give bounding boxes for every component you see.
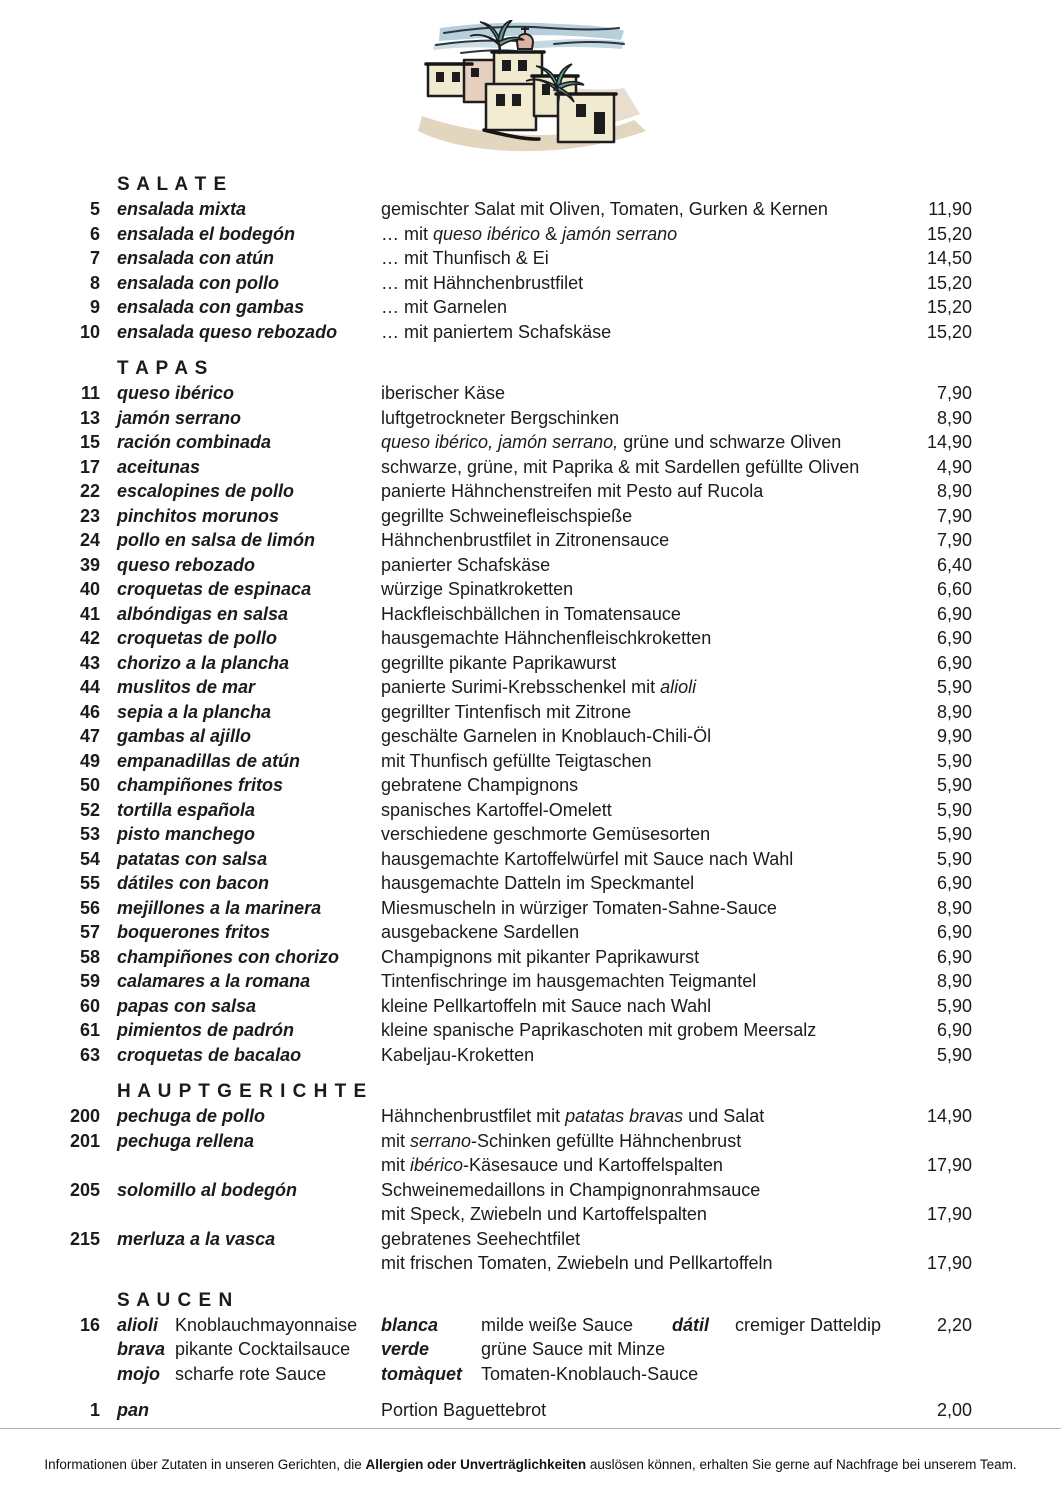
item-name: aceitunas bbox=[117, 456, 201, 477]
item-price: 6,90 bbox=[936, 1020, 972, 1040]
menu-row bbox=[0, 1362, 972, 1387]
item-number: 9 bbox=[89, 297, 100, 317]
item-description bbox=[381, 1129, 741, 1154]
item-price: 5,90 bbox=[936, 848, 972, 869]
menu-row bbox=[0, 406, 972, 431]
item-description bbox=[381, 798, 612, 823]
menu-row bbox=[0, 749, 972, 774]
item-number: 39 bbox=[79, 554, 100, 575]
item-name: jamón serrano bbox=[117, 407, 242, 428]
text-segment: iberischer Käse bbox=[381, 383, 506, 403]
text-segment: & bbox=[540, 223, 563, 244]
text-segment: hausgemachte Hähnchenfleischkroketten bbox=[381, 628, 712, 648]
item-description bbox=[381, 602, 681, 627]
menu-row bbox=[0, 528, 972, 553]
text-segment: ibérico bbox=[410, 1155, 464, 1175]
menu-row bbox=[0, 430, 972, 455]
sauce-name: mojo bbox=[117, 1363, 160, 1384]
item-number: 58 bbox=[79, 946, 100, 967]
item-name: muslitos de mar bbox=[117, 677, 256, 697]
menu-row bbox=[0, 320, 972, 345]
item-description bbox=[381, 1227, 580, 1252]
item-price: 14,90 bbox=[926, 432, 972, 452]
text-segment: schwarze, grüne, mit Paprika & mit Sardellen gefüllte Oliven bbox=[381, 456, 860, 477]
item-description bbox=[381, 700, 631, 725]
text-segment: Hackfleischbällchen in Tomatensauce bbox=[381, 603, 681, 624]
menu-row bbox=[0, 626, 972, 651]
text-segment: würzige Spinatkroketten bbox=[381, 579, 574, 599]
item-price: 8,90 bbox=[936, 701, 972, 722]
item-number: 205 bbox=[69, 1179, 100, 1200]
text-segment: hausgemachte Datteln im Speckmantel bbox=[381, 873, 695, 893]
item-description bbox=[381, 381, 505, 406]
item-price: 6,90 bbox=[936, 628, 972, 648]
item-number bbox=[0, 1202, 100, 1227]
item-name: sepia a la plancha bbox=[117, 701, 272, 722]
text-segment: Schweinemedaillons in Champignonrahmsauce bbox=[381, 1179, 761, 1200]
sauce-name: alioli bbox=[117, 1314, 159, 1335]
item-price: 2,00 bbox=[936, 1400, 972, 1420]
item-name: pan bbox=[117, 1400, 150, 1420]
sauce-name: brava bbox=[117, 1339, 166, 1359]
text-segment: kleine spanische Paprikaschoten mit grobem Meersalz bbox=[381, 1020, 817, 1040]
item-name: patatas con salsa bbox=[117, 848, 268, 869]
text-segment: gebratene Champignons bbox=[381, 775, 579, 795]
item-name: ensalada con atún bbox=[117, 248, 275, 268]
text-segment: gebratenes Seehechtfilet bbox=[381, 1228, 581, 1249]
item-name: pimientos de padrón bbox=[117, 1020, 295, 1040]
menu-section-hauptgerichte bbox=[0, 1079, 972, 1276]
item-price: 6,90 bbox=[936, 603, 972, 624]
item-price: 5,90 bbox=[936, 799, 972, 820]
item-description bbox=[381, 246, 549, 271]
text-segment: mit bbox=[381, 1155, 410, 1175]
item-description bbox=[381, 1043, 534, 1068]
item-description bbox=[381, 553, 550, 578]
item-number: 23 bbox=[79, 505, 100, 526]
item-number: 60 bbox=[79, 995, 100, 1016]
item-name: gambas al ajillo bbox=[117, 726, 252, 746]
item-name: queso ibérico bbox=[117, 383, 235, 403]
item-name: pinchitos morunos bbox=[117, 505, 279, 526]
item-number: 59 bbox=[79, 971, 100, 991]
menu-row bbox=[0, 798, 972, 823]
menu-row bbox=[0, 1202, 972, 1227]
text-segment: mit Thunfisch gefüllte Teigtaschen bbox=[381, 750, 652, 771]
menu-row bbox=[0, 222, 972, 247]
text-segment: … mit Garnelen bbox=[381, 297, 508, 317]
item-price: 8,90 bbox=[936, 971, 972, 991]
item-number: 43 bbox=[79, 652, 100, 673]
item-name: merluza a la vasca bbox=[117, 1228, 276, 1249]
menu-row bbox=[0, 602, 972, 627]
text-segment: gegrillte Schweinefleischspieße bbox=[381, 505, 633, 526]
item-price: 5,90 bbox=[936, 750, 972, 771]
allergy-note bbox=[0, 1456, 1061, 1474]
item-number: 63 bbox=[79, 1044, 100, 1065]
text-segment: … mit Hähnchenbrustfilet bbox=[381, 272, 584, 293]
item-description bbox=[381, 504, 632, 529]
menu-row bbox=[0, 553, 972, 578]
text-segment: Miesmuscheln in würziger Tomaten-Sahne-Sauce bbox=[381, 897, 777, 918]
item-price: 8,90 bbox=[936, 407, 972, 428]
item-number: 8 bbox=[89, 272, 100, 293]
menu-row bbox=[0, 920, 972, 945]
item-name: mejillones a la marinera bbox=[117, 897, 322, 918]
text-segment: kleine Pellkartoffeln mit Sauce nach Wahl bbox=[381, 995, 712, 1016]
item-price: 6,40 bbox=[936, 554, 972, 575]
text-segment: -Käsesauce und Kartoffelspalten bbox=[463, 1155, 723, 1175]
item-description bbox=[381, 749, 652, 774]
item-name: pechuga de pollo bbox=[117, 1106, 266, 1126]
item-name: pisto manchego bbox=[117, 824, 256, 844]
item-number: 52 bbox=[79, 799, 100, 820]
item-price: 11,90 bbox=[928, 199, 972, 219]
sauce-description: grüne Sauce mit Minze bbox=[481, 1339, 666, 1359]
menu-row bbox=[0, 871, 972, 896]
item-number: 54 bbox=[79, 848, 100, 869]
item-name: solomillo al bodegón bbox=[117, 1179, 297, 1200]
item-price: 6,90 bbox=[936, 946, 972, 967]
item-name: champiñones fritos bbox=[117, 775, 284, 795]
text-segment: verschiedene geschmorte Gemüsesorten bbox=[381, 824, 711, 844]
menu-row bbox=[0, 1153, 972, 1178]
menu-section-salate bbox=[0, 172, 972, 344]
text-segment: serrano bbox=[410, 1130, 472, 1151]
item-price: 15,20 bbox=[926, 272, 972, 293]
item-name: ensalada con pollo bbox=[117, 272, 280, 293]
menu-section-tapas bbox=[0, 356, 972, 1067]
item-name: ensalada mixta bbox=[117, 199, 247, 219]
sauce-name: dátil bbox=[672, 1314, 710, 1335]
item-number: 53 bbox=[79, 824, 100, 844]
text-segment: alioli bbox=[660, 677, 697, 697]
item-description bbox=[381, 197, 828, 222]
text-segment: gegrillter Tintenfisch mit Zitrone bbox=[381, 701, 632, 722]
item-description bbox=[381, 1178, 760, 1203]
item-number bbox=[0, 1337, 100, 1362]
item-name: pechuga rellena bbox=[117, 1130, 255, 1151]
text-segment: Tintenfischringe im hausgemachten Teigmantel bbox=[381, 971, 757, 991]
text-segment: Kabeljau-Kroketten bbox=[381, 1044, 535, 1065]
text-segment: mit Speck, Zwiebeln und Kartoffelspalten bbox=[381, 1204, 707, 1224]
item-number: 49 bbox=[79, 750, 100, 771]
item-price: 8,90 bbox=[936, 481, 972, 501]
sauce-description: cremiger Datteldip bbox=[735, 1314, 882, 1335]
text-segment: queso ibérico bbox=[433, 223, 541, 244]
text-segment: Champignons mit pikanter Paprikawurst bbox=[381, 946, 700, 967]
item-description bbox=[381, 320, 611, 345]
item-description bbox=[381, 1018, 816, 1043]
text-segment: -Schinken gefüllte Hähnchenbrust bbox=[471, 1130, 742, 1151]
item-price: 5,90 bbox=[936, 1044, 972, 1065]
item-description bbox=[381, 479, 763, 504]
item-name: calamares a la romana bbox=[117, 971, 311, 991]
text-segment: ausgebackene Sardellen bbox=[381, 922, 580, 942]
sauce-name: verde bbox=[381, 1339, 430, 1359]
sauce-description: milde weiße Sauce bbox=[481, 1314, 634, 1335]
text-segment: mit frischen Tomaten, Zwiebeln und Pellkartoffeln bbox=[381, 1253, 773, 1273]
item-description bbox=[381, 994, 711, 1019]
text-segment: panierter Schafskäse bbox=[381, 554, 551, 575]
menu-row bbox=[0, 271, 972, 296]
menu-row bbox=[0, 724, 972, 749]
menu-row bbox=[0, 847, 972, 872]
menu-row bbox=[0, 1398, 972, 1423]
item-name: tortilla española bbox=[117, 799, 256, 820]
item-name: croquetas de espinaca bbox=[117, 579, 312, 599]
item-description bbox=[381, 945, 699, 970]
menu-row bbox=[0, 1129, 972, 1154]
item-number: 10 bbox=[79, 321, 100, 342]
menu-row bbox=[0, 994, 972, 1019]
item-number: 46 bbox=[79, 701, 100, 722]
menu-row bbox=[0, 1227, 972, 1252]
item-price: 6,60 bbox=[936, 579, 972, 599]
item-price: 9,90 bbox=[936, 726, 972, 746]
item-name: empanadillas de atún bbox=[117, 750, 301, 771]
item-number: 61 bbox=[79, 1020, 100, 1040]
item-name bbox=[117, 1202, 381, 1227]
menu-section-saucen bbox=[0, 1288, 972, 1387]
item-name bbox=[117, 1251, 381, 1276]
item-number: 5 bbox=[89, 199, 100, 219]
item-price: 15,20 bbox=[926, 297, 972, 317]
item-number: 41 bbox=[79, 603, 100, 624]
menu-row bbox=[0, 896, 972, 921]
text-segment: … mit bbox=[381, 223, 433, 244]
item-name bbox=[117, 1153, 381, 1178]
section-title-hauptgerichte: H A U P T G E R I C H T E bbox=[117, 1081, 368, 1102]
item-number: 200 bbox=[69, 1106, 100, 1126]
text-segment: geschälte Garnelen in Knoblauch-Chili-Öl bbox=[381, 726, 712, 746]
item-description bbox=[381, 675, 696, 700]
text-segment: und Salat bbox=[683, 1106, 765, 1126]
menu-section-pan bbox=[0, 1398, 972, 1423]
menu-row bbox=[0, 1337, 972, 1362]
item-price: 14,50 bbox=[926, 248, 972, 268]
item-price: 8,90 bbox=[936, 897, 972, 918]
item-number: 44 bbox=[79, 677, 100, 697]
item-number: 15 bbox=[79, 432, 100, 452]
menu-row bbox=[0, 197, 972, 222]
item-description bbox=[381, 847, 793, 872]
item-name: ensalada queso rebozado bbox=[117, 321, 338, 342]
item-description bbox=[381, 773, 578, 798]
item-number: 11 bbox=[80, 383, 100, 403]
item-price: 6,90 bbox=[936, 922, 972, 942]
item-number: 201 bbox=[69, 1130, 100, 1151]
item-description bbox=[381, 724, 711, 749]
item-price: 17,90 bbox=[926, 1204, 972, 1224]
item-number bbox=[0, 1251, 100, 1276]
menu-row bbox=[0, 246, 972, 271]
item-description bbox=[381, 1202, 707, 1227]
item-price: 2,20 bbox=[936, 1314, 972, 1335]
item-price: 4,90 bbox=[936, 456, 972, 477]
item-number bbox=[0, 1362, 100, 1387]
item-description bbox=[381, 969, 756, 994]
menu-row bbox=[0, 700, 972, 725]
item-description bbox=[381, 295, 507, 320]
section-title-tapas: T A P A S bbox=[117, 358, 209, 379]
item-description bbox=[381, 455, 859, 480]
item-description bbox=[381, 822, 710, 847]
item-name: champiñones con chorizo bbox=[117, 946, 340, 967]
menu-row bbox=[0, 479, 972, 504]
item-price: 15,20 bbox=[926, 321, 972, 342]
item-price: 6,90 bbox=[936, 652, 972, 673]
text-segment: … mit paniertem Schafskäse bbox=[381, 321, 612, 342]
sauce-description: Knoblauchmayonnaise bbox=[175, 1314, 358, 1335]
menu-row bbox=[0, 455, 972, 480]
sauce-name: blanca bbox=[381, 1314, 439, 1335]
item-number: 7 bbox=[89, 248, 100, 268]
item-number: 47 bbox=[79, 726, 100, 746]
item-description bbox=[381, 577, 573, 602]
menu-row bbox=[0, 773, 972, 798]
text-segment: mit bbox=[381, 1130, 410, 1151]
sauce-description: scharfe rote Sauce bbox=[175, 1363, 327, 1384]
text-segment: Hähnchenbrustfilet in Zitronensauce bbox=[381, 530, 670, 550]
menu-row bbox=[0, 1018, 972, 1043]
section-title-saucen: S A U C E N bbox=[117, 1289, 234, 1311]
menu-row bbox=[0, 675, 972, 700]
restaurant-logo bbox=[0, 0, 1061, 162]
item-number: 50 bbox=[79, 775, 100, 795]
item-number: 6 bbox=[89, 223, 100, 244]
item-number bbox=[0, 1153, 100, 1178]
menu-row bbox=[0, 1313, 972, 1338]
item-name: chorizo a la plancha bbox=[117, 652, 290, 673]
text-segment: Allergien oder Unverträglichkeiten bbox=[365, 1456, 587, 1472]
footer-divider bbox=[0, 1428, 1061, 1429]
item-description bbox=[381, 920, 579, 945]
item-name: queso rebozado bbox=[117, 554, 256, 575]
item-name: croquetas de bacalao bbox=[117, 1044, 302, 1065]
item-number: 57 bbox=[79, 922, 100, 942]
item-number: 56 bbox=[79, 897, 100, 918]
menu-row bbox=[0, 969, 972, 994]
item-name: dátiles con bacon bbox=[117, 873, 270, 893]
menu-row bbox=[0, 1178, 972, 1203]
item-number: 22 bbox=[79, 481, 100, 501]
text-segment: grüne und schwarze Oliven bbox=[618, 432, 842, 452]
item-price: 15,20 bbox=[926, 223, 972, 244]
item-name: pollo en salsa de limón bbox=[117, 530, 316, 550]
menu-row bbox=[0, 651, 972, 676]
item-description bbox=[381, 528, 669, 553]
sauce-name: tomàquet bbox=[381, 1363, 462, 1384]
item-price: 7,90 bbox=[936, 505, 972, 526]
text-segment: queso ibérico, jamón serrano, bbox=[381, 432, 619, 452]
menu-row bbox=[0, 295, 972, 320]
item-name: escalopines de pollo bbox=[117, 481, 295, 501]
text-segment: jamón serrano bbox=[562, 223, 678, 244]
item-number: 215 bbox=[69, 1228, 100, 1249]
sauce-description: Tomaten-Knoblauch-Sauce bbox=[481, 1363, 699, 1384]
item-description bbox=[381, 1153, 723, 1178]
text-segment: gegrillte pikante Paprikawurst bbox=[381, 652, 617, 673]
item-name: ensalada el bodegón bbox=[117, 223, 296, 244]
item-price: 14,90 bbox=[926, 1106, 972, 1126]
menu-row bbox=[0, 1104, 972, 1129]
text-segment: Hähnchenbrustfilet mit bbox=[381, 1106, 566, 1126]
item-number: 55 bbox=[79, 873, 100, 893]
item-description bbox=[381, 406, 619, 431]
item-price: 7,90 bbox=[936, 383, 972, 403]
section-title-salate: S A L A T E bbox=[117, 174, 228, 195]
text-segment: Portion Baguettebrot bbox=[381, 1400, 547, 1420]
text-segment: spanisches Kartoffel-Omelett bbox=[381, 799, 612, 820]
text-segment: luftgetrockneter Bergschinken bbox=[381, 407, 620, 428]
text-segment: panierte Surimi-Krebsschenkel mit bbox=[381, 677, 661, 697]
item-price: 5,90 bbox=[936, 677, 972, 697]
item-description bbox=[381, 651, 616, 676]
item-name: albóndigas en salsa bbox=[117, 603, 289, 624]
item-price: 6,90 bbox=[936, 873, 972, 893]
item-name: boquerones fritos bbox=[117, 922, 271, 942]
item-description bbox=[381, 271, 583, 296]
item-number: 42 bbox=[79, 628, 100, 648]
text-segment: hausgemachte Kartoffelwürfel mit Sauce nach Wahl bbox=[381, 848, 794, 869]
item-number: 13 bbox=[79, 407, 100, 428]
menu-row bbox=[0, 1043, 972, 1068]
menu-row bbox=[0, 504, 972, 529]
menu-row bbox=[0, 577, 972, 602]
item-description bbox=[381, 430, 841, 455]
item-name: ensalada con gambas bbox=[117, 297, 305, 317]
item-description bbox=[381, 222, 677, 247]
item-description bbox=[381, 1104, 764, 1129]
text-segment: … mit Thunfisch & Ei bbox=[381, 248, 549, 268]
menu-row bbox=[0, 945, 972, 970]
item-number: 40 bbox=[79, 579, 100, 599]
item-number: 24 bbox=[79, 530, 100, 550]
text-segment: patatas bravas bbox=[565, 1106, 684, 1126]
spanish-village-icon bbox=[406, 20, 656, 156]
item-price: 17,90 bbox=[926, 1155, 972, 1175]
menu-body bbox=[0, 172, 972, 1423]
item-description bbox=[381, 871, 694, 896]
text-segment: gemischter Salat mit Oliven, Tomaten, Gurken & Kernen bbox=[381, 199, 828, 219]
item-number: 1 bbox=[89, 1400, 100, 1420]
text-segment: Informationen über Zutaten in unseren Gerichten, die bbox=[44, 1456, 366, 1472]
item-number: 17 bbox=[79, 456, 100, 477]
menu-row bbox=[0, 381, 972, 406]
text-segment: auslösen können, erhalten Sie gerne auf Nachfrage bei unserem Team. bbox=[586, 1456, 1017, 1472]
item-price: 7,90 bbox=[936, 530, 972, 550]
item-description bbox=[381, 1398, 546, 1423]
item-name: papas con salsa bbox=[117, 995, 257, 1016]
item-description bbox=[381, 896, 777, 921]
item-number: 16 bbox=[79, 1314, 100, 1335]
sauce-description: pikante Cocktailsauce bbox=[175, 1339, 351, 1359]
item-price: 17,90 bbox=[926, 1253, 972, 1273]
item-price: 5,90 bbox=[936, 775, 972, 795]
item-description bbox=[381, 626, 711, 651]
text-segment: panierte Hähnchenstreifen mit Pesto auf Rucola bbox=[381, 481, 764, 501]
item-price: 5,90 bbox=[936, 995, 972, 1016]
item-name: croquetas de pollo bbox=[117, 628, 278, 648]
item-description bbox=[381, 1251, 773, 1276]
item-name: ración combinada bbox=[117, 432, 272, 452]
item-price: 5,90 bbox=[936, 824, 972, 844]
menu-row bbox=[0, 1251, 972, 1276]
menu-row bbox=[0, 822, 972, 847]
